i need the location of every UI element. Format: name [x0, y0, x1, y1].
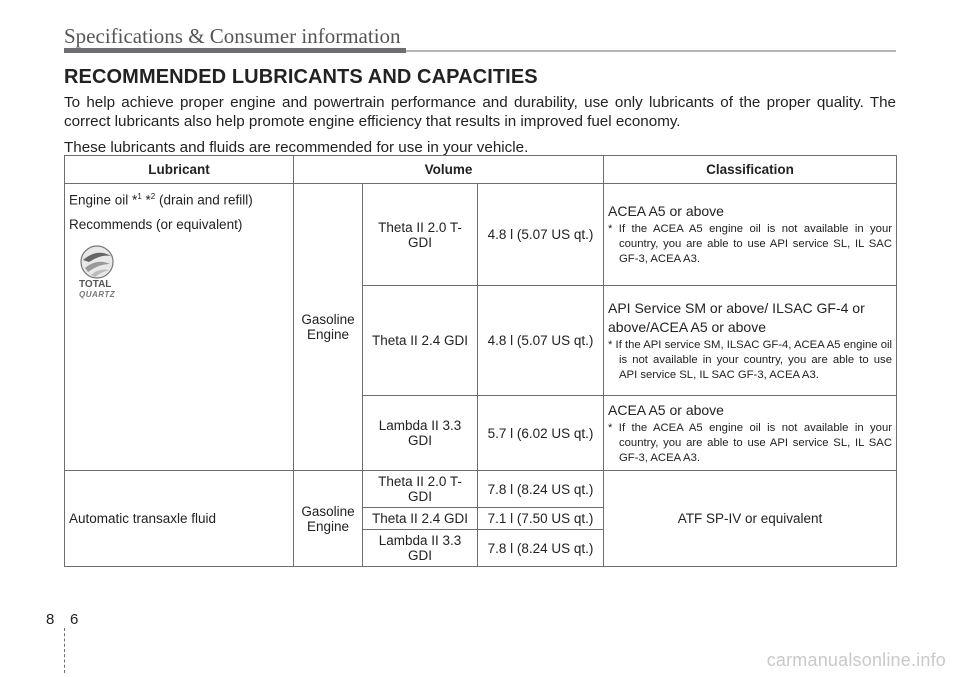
engine-oil-label: Engine oil *$^1$ *$^2$ (drain and refill): [69, 192, 253, 208]
intro-paragraph-2: These lubricants and fluids are recommended for use in your vehicle.: [64, 139, 529, 156]
classification-main: API Service SM or above/ ILSAC GF-4 or above/ACEA A5 or above: [608, 299, 865, 335]
engine-oil-cell: [65, 184, 294, 471]
header-rule-dark: [64, 48, 406, 53]
page-chapter-number: 8: [46, 611, 55, 628]
oil-classification: [604, 396, 897, 471]
oil-classification: [604, 286, 897, 396]
running-head: Specifications & Consumer information: [64, 24, 401, 48]
section-title: RECOMMENDED LUBRICANTS AND CAPACITIES: [64, 66, 538, 88]
fluid-volume: 7.8 l (8.24 US qt.): [478, 471, 604, 508]
header-lubricant: Lubricant: [65, 156, 294, 184]
watermark: carmanualsonline.info: [766, 650, 946, 670]
table-row: [65, 184, 897, 286]
transaxle-label: Automatic transaxle fluid: [65, 471, 294, 567]
engine-model: Theta II 2.4 GDI: [363, 286, 478, 396]
logo-subtitle: QUARTZ: [79, 289, 116, 299]
oil-volume: 5.7 l (6.02 US qt.): [478, 396, 604, 471]
footer-divider: [64, 628, 65, 673]
table-header-row: [65, 156, 897, 184]
oil-volume: 4.8 l (5.07 US qt.): [478, 184, 604, 286]
header-classification: Classification: [604, 156, 897, 184]
classification-note: * If the ACEA A5 engine oil is not available in your country, you are able to use API service SL, IL SAC GF-3, ACEA A3.: [608, 223, 892, 265]
classification-main: ACEA A5 or above: [608, 203, 724, 219]
engine-oil-engine-type: Gasoline Engine: [294, 184, 363, 471]
engine-model: Theta II 2.0 T-GDI: [363, 471, 478, 508]
transaxle-engine-type: Gasoline Engine: [294, 471, 363, 567]
total-logo-icon: [79, 244, 115, 280]
engine-model: Theta II 2.0 T-GDI: [363, 184, 478, 286]
engine-model: Lambda II 3.3 GDI: [363, 396, 478, 471]
fluid-volume: 7.8 l (8.24 US qt.): [478, 530, 604, 567]
classification-note: * If the ACEA A5 engine oil is not available in your country, you are able to use API service SL, IL SAC GF-3, ACEA A3.: [608, 421, 892, 464]
intro-text: [64, 93, 896, 157]
header-rule-light: [406, 50, 896, 52]
recommends-label: Recommends (or equivalent): [69, 216, 243, 232]
oil-volume: 4.8 l (5.07 US qt.): [478, 286, 604, 396]
oil-classification: [604, 184, 897, 286]
intro-paragraph-1: To help achieve proper engine and powertrain performance and durability, use only lubricants of the proper quality. The correct lubricants also help promote engine efficiency that results in improved fuel economy.: [64, 94, 896, 130]
lubricants-table: [64, 155, 897, 567]
logo-wordmark: TOTAL: [79, 278, 112, 290]
classification-note: * If the API service SM, ILSAC GF-4, ACEA A5 engine oil is not available in your country, you are able to use API service SL, IL SAC GF-3, ACEA A3.: [608, 338, 892, 381]
engine-model: Theta II 2.4 GDI: [363, 508, 478, 530]
table-row: [65, 471, 897, 508]
transaxle-classification: ATF SP-IV or equivalent: [604, 471, 897, 567]
page-number: 6: [70, 611, 79, 628]
fluid-volume: 7.1 l (7.50 US qt.): [478, 508, 604, 530]
total-quartz-logo: [79, 244, 135, 299]
header-volume: Volume: [294, 156, 604, 184]
engine-model: Lambda II 3.3 GDI: [363, 530, 478, 567]
classification-main: ACEA A5 or above: [608, 401, 724, 418]
